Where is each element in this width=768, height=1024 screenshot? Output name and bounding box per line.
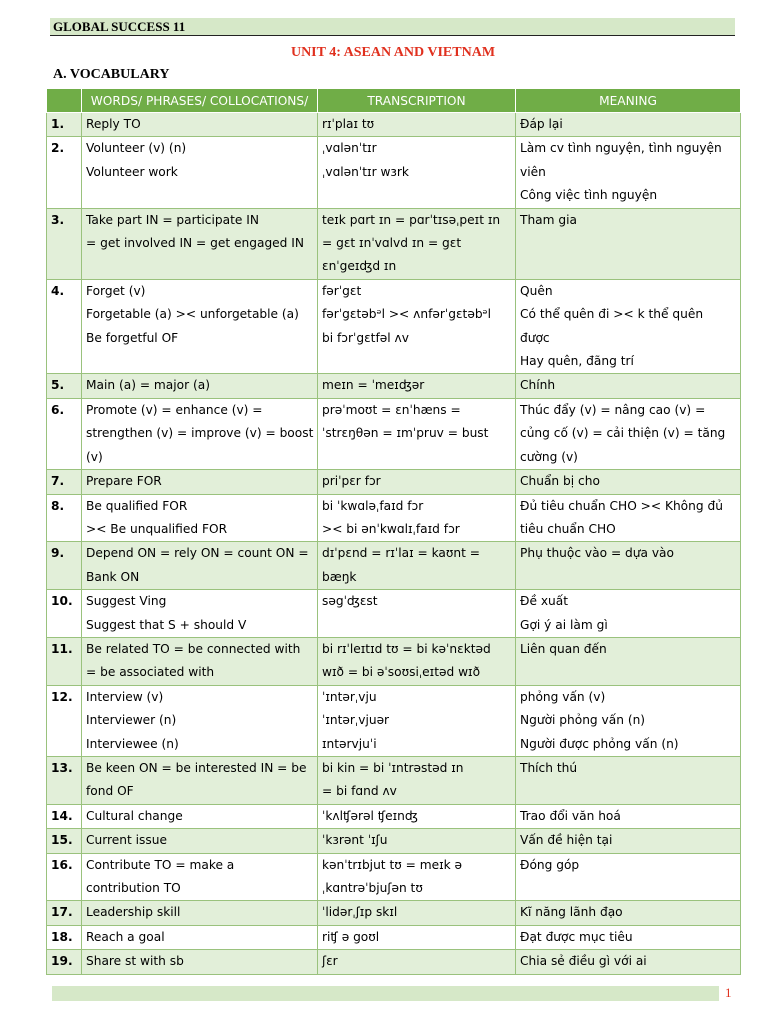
word-cell: [82, 901, 318, 925]
row-number: 18.: [47, 925, 82, 949]
meaning-cell: [516, 113, 741, 137]
meaning-cell: [516, 374, 741, 398]
word-line: Reach a goal: [86, 929, 165, 944]
meaning-line: viên: [520, 164, 546, 179]
table-row: [47, 208, 741, 279]
row-number: 5.: [47, 374, 82, 398]
meaning-cell: [516, 829, 741, 853]
word-line: Cultural change: [86, 808, 183, 823]
word-line: Be qualified FOR: [86, 498, 188, 513]
table-row: [47, 279, 741, 374]
meaning-cell: [516, 925, 741, 949]
transcription-line: bi ˈkwɑləˌfaɪd fɔr: [322, 498, 424, 513]
word-cell: [82, 542, 318, 590]
word-cell: [82, 279, 318, 374]
transcription-line: bi kin = bi ˈɪntrəstəd ɪn: [322, 760, 464, 775]
transcription-line: teɪk pɑrt ɪn = pɑrˈtɪsəˌpeɪt ɪn: [322, 212, 501, 227]
word-line: Forgetable (a) >< unforgetable (a): [86, 307, 299, 322]
transcription-line: >< bi ənˈkwɑlɪˌfaɪd fɔr: [322, 521, 460, 536]
meaning-cell: [516, 637, 741, 685]
transcription-line: ˈkʌlʧərəl ʧeɪnʤ: [322, 808, 418, 823]
word-line: Bank ON: [86, 569, 140, 584]
transcription-line: ˈɪntərˌvju: [322, 689, 377, 704]
word-line: Forget (v): [86, 283, 146, 298]
page-number: 1: [725, 985, 732, 1000]
meaning-cell: [516, 279, 741, 374]
word-line: Leadership skill: [86, 905, 181, 920]
word-cell: [82, 470, 318, 494]
table-row: [47, 470, 741, 494]
row-number: 6.: [47, 398, 82, 469]
table-row: [47, 950, 741, 974]
word-line: Prepare FOR: [86, 474, 162, 489]
word-cell: [82, 137, 318, 208]
table-body: [47, 113, 741, 975]
table-row: [47, 494, 741, 542]
meaning-line: Thích thú: [520, 760, 578, 775]
meaning-line: Chuẩn bị cho: [520, 474, 600, 489]
word-cell: [82, 804, 318, 828]
meaning-line: Có thể quên đi >< k thể quên: [520, 307, 704, 322]
transcription-line: ˌkɑntrəˈbjuʃən tʊ: [322, 881, 423, 895]
word-cell: [82, 925, 318, 949]
table-row: [47, 853, 741, 901]
table-row: [47, 398, 741, 469]
row-number: 2.: [47, 137, 82, 208]
vocabulary-table: [46, 88, 741, 975]
meaning-line: củng cố (v) = cải thiện (v) = tăng: [520, 426, 726, 441]
book-title: GLOBAL SUCCESS 11: [53, 19, 186, 34]
meaning-line: Chính: [520, 378, 556, 393]
transcription-cell: [318, 398, 516, 469]
table-row: [47, 756, 741, 804]
meaning-cell: [516, 542, 741, 590]
meaning-line: Làm cv tình nguyện, tình nguyện: [520, 141, 722, 156]
meaning-cell: [516, 590, 741, 638]
word-line: >< Be unqualified FOR: [86, 521, 228, 536]
meaning-cell: [516, 137, 741, 208]
word-line: Interviewee (n): [86, 736, 179, 751]
meaning-line: Công việc tình nguyện: [520, 188, 658, 203]
table-row: [47, 590, 741, 638]
transcription-line: prəˈmoʊt = ɛnˈhæns =: [322, 402, 461, 417]
row-number: 4.: [47, 279, 82, 374]
word-cell: [82, 637, 318, 685]
meaning-cell: [516, 901, 741, 925]
word-line: Promote (v) = enhance (v) =: [86, 402, 263, 417]
row-number: 9.: [47, 542, 82, 590]
transcription-line: = bi fɑnd ʌv: [322, 784, 397, 799]
table-row: [47, 113, 741, 137]
meaning-line: Người được phỏng vấn (n): [520, 736, 679, 751]
row-number: 11.: [47, 637, 82, 685]
transcription-cell: [318, 494, 516, 542]
meaning-line: Phụ thuộc vào = dựa vào: [520, 546, 674, 561]
row-number: 13.: [47, 756, 82, 804]
meaning-line: cường (v): [520, 449, 578, 464]
meaning-cell: [516, 756, 741, 804]
meaning-line: Đóng góp: [520, 857, 580, 872]
row-number: 3.: [47, 208, 82, 279]
transcription-line: ˈlidərˌʃɪp skɪl: [322, 905, 398, 920]
transcription-line: meɪn = ˈmeɪʤər: [322, 378, 425, 393]
word-cell: [82, 685, 318, 756]
word-line: strengthen (v) = improve (v) = boost: [86, 426, 314, 441]
meaning-line: Tham gia: [520, 212, 577, 227]
transcription-cell: [318, 470, 516, 494]
meaning-line: Chia sẻ điều gì với ai: [520, 954, 647, 969]
transcription-line: kənˈtrɪbjut tʊ = meɪk ə: [322, 857, 463, 872]
meaning-line: Vấn đề hiện tại: [520, 833, 613, 848]
transcription-line: dɪˈpɛnd = rɪˈlaɪ = kaʊnt =: [322, 546, 481, 561]
transcription-cell: [318, 853, 516, 901]
row-number: 7.: [47, 470, 82, 494]
word-line: Interviewer (n): [86, 713, 177, 728]
word-line: Depend ON = rely ON = count ON =: [86, 546, 309, 561]
meaning-line: được: [520, 330, 550, 345]
row-number: 16.: [47, 853, 82, 901]
transcription-cell: [318, 685, 516, 756]
meaning-line: Thúc đẩy (v) = nâng cao (v) =: [520, 402, 706, 417]
header-number: [47, 89, 82, 113]
transcription-line: wɪð = bi əˈsoʊsiˌeɪtəd wɪð: [322, 665, 481, 680]
word-line: Current issue: [86, 833, 167, 848]
transcription-line: ˌvɑlənˈtɪr: [322, 141, 377, 156]
transcription-cell: [318, 137, 516, 208]
transcription-cell: [318, 950, 516, 974]
meaning-line: Gợi ý ai làm gì: [520, 617, 608, 632]
transcription-line: riʧ ə goʊl: [322, 929, 380, 944]
transcription-cell: [318, 113, 516, 137]
row-number: 1.: [47, 113, 82, 137]
meaning-line: Liên quan đến: [520, 641, 607, 656]
transcription-line: bi fɔrˈgɛtfəl ʌv: [322, 330, 409, 345]
meaning-line: Đạt được mục tiêu: [520, 929, 633, 944]
table-row: [47, 374, 741, 398]
table-row: [47, 901, 741, 925]
word-line: contribution TO: [86, 881, 181, 895]
transcription-line: ɛnˈgeɪʤd ɪn: [322, 259, 397, 274]
header-words: WORDS/ PHRASES/ COLLOCATIONS/: [82, 89, 318, 113]
meaning-line: Kĩ năng lãnh đạo: [520, 905, 623, 920]
meaning-line: Hay quên, đãng trí: [520, 354, 634, 369]
transcription-line: ɪntərvjuˈi: [322, 736, 377, 751]
row-number: 8.: [47, 494, 82, 542]
transcription-line: ʃɛr: [322, 954, 338, 969]
meaning-line: tiêu chuẩn CHO: [520, 521, 616, 536]
meaning-cell: [516, 398, 741, 469]
transcription-line: səgˈʤɛst: [322, 594, 378, 609]
transcription-cell: [318, 829, 516, 853]
table-header-row: [47, 89, 741, 113]
table-row: [47, 925, 741, 949]
unit-title: UNIT 4: ASEAN AND VIETNAM: [290, 45, 496, 60]
word-line: Suggest that S + should V: [86, 617, 247, 632]
header-transcription: TRANSCRIPTION: [318, 89, 516, 113]
transcription-line: fərˈgɛtəbᵊl >< ʌnfərˈgɛtəbᵊl: [322, 307, 492, 322]
word-line: = be associated with: [86, 665, 215, 680]
word-line: Suggest Ving: [86, 594, 167, 609]
transcription-line: bæŋk: [322, 569, 357, 584]
transcription-line: ˈɪntərˌvjuər: [322, 713, 390, 728]
word-line: (v): [86, 449, 103, 464]
word-cell: [82, 374, 318, 398]
transcription-cell: [318, 374, 516, 398]
word-cell: [82, 494, 318, 542]
transcription-cell: [318, 804, 516, 828]
word-line: Take part IN = participate IN: [86, 212, 259, 227]
header-meaning: MEANING: [516, 89, 741, 113]
word-line: Interview (v): [86, 689, 164, 704]
transcription-cell: [318, 756, 516, 804]
meaning-line: phỏng vấn (v): [520, 689, 606, 704]
word-line: Be related TO = be connected with: [86, 641, 301, 656]
transcription-cell: [318, 279, 516, 374]
word-cell: [82, 829, 318, 853]
transcription-line: fərˈgɛt: [322, 283, 362, 298]
word-line: Reply TO: [86, 117, 141, 131]
word-cell: [82, 113, 318, 137]
meaning-line: Đủ tiêu chuẩn CHO >< Không đủ: [520, 498, 723, 513]
meaning-cell: [516, 685, 741, 756]
word-cell: [82, 398, 318, 469]
word-line: = get involved IN = get engaged IN: [86, 236, 305, 251]
section-title: A. VOCABULARY: [53, 67, 170, 82]
word-line: Be keen ON = be interested IN = be: [86, 760, 307, 775]
meaning-line: Người phỏng vấn (n): [520, 713, 646, 728]
transcription-line: ˌvɑlənˈtɪr wɜrk: [322, 164, 409, 179]
transcription-line: rɪˈplaɪ tʊ: [322, 117, 375, 131]
meaning-line: Trao đổi văn hoá: [520, 808, 621, 823]
table-row: [47, 685, 741, 756]
row-number: 10.: [47, 590, 82, 638]
transcription-cell: [318, 901, 516, 925]
word-cell: [82, 756, 318, 804]
transcription-cell: [318, 590, 516, 638]
word-cell: [82, 853, 318, 901]
word-line: Share st with sb: [86, 954, 184, 969]
meaning-cell: [516, 804, 741, 828]
row-number: 17.: [47, 901, 82, 925]
table-row: [47, 137, 741, 208]
footer-bar: [52, 986, 719, 1001]
word-cell: [82, 950, 318, 974]
meaning-cell: [516, 470, 741, 494]
meaning-cell: [516, 208, 741, 279]
meaning-line: Đề xuất: [520, 594, 569, 609]
meaning-cell: [516, 853, 741, 901]
row-number: 19.: [47, 950, 82, 974]
transcription-line: priˈpɛr fɔr: [322, 474, 381, 489]
meaning-line: Đáp lại: [520, 117, 563, 131]
table-row: [47, 637, 741, 685]
meaning-cell: [516, 950, 741, 974]
meaning-line: Quên: [520, 283, 553, 298]
transcription-cell: [318, 208, 516, 279]
table-row: [47, 542, 741, 590]
transcription-cell: [318, 925, 516, 949]
row-number: 12.: [47, 685, 82, 756]
transcription-line: bi rɪˈleɪtɪd tʊ = bi kəˈnɛktəd: [322, 641, 491, 656]
word-line: Main (a) = major (a): [86, 378, 210, 393]
table-row: [47, 804, 741, 828]
word-cell: [82, 208, 318, 279]
word-line: fond OF: [86, 784, 134, 799]
word-line: Volunteer work: [86, 164, 178, 179]
transcription-line: ˈstrɛŋθən = ɪmˈpruv = bust: [322, 426, 489, 441]
word-line: Be forgetful OF: [86, 330, 179, 345]
row-number: 14.: [47, 804, 82, 828]
row-number: 15.: [47, 829, 82, 853]
transcription-cell: [318, 637, 516, 685]
transcription-line: ˈkɜrənt ˈɪʃu: [322, 833, 388, 848]
transcription-line: = gɛt ɪnˈvɑlvd ɪn = gɛt: [322, 236, 462, 251]
word-line: Contribute TO = make a: [86, 857, 235, 872]
meaning-cell: [516, 494, 741, 542]
transcription-cell: [318, 542, 516, 590]
word-cell: [82, 590, 318, 638]
header-bar: [50, 18, 735, 36]
word-line: Volunteer (v) (n): [86, 141, 187, 156]
table-row: [47, 829, 741, 853]
